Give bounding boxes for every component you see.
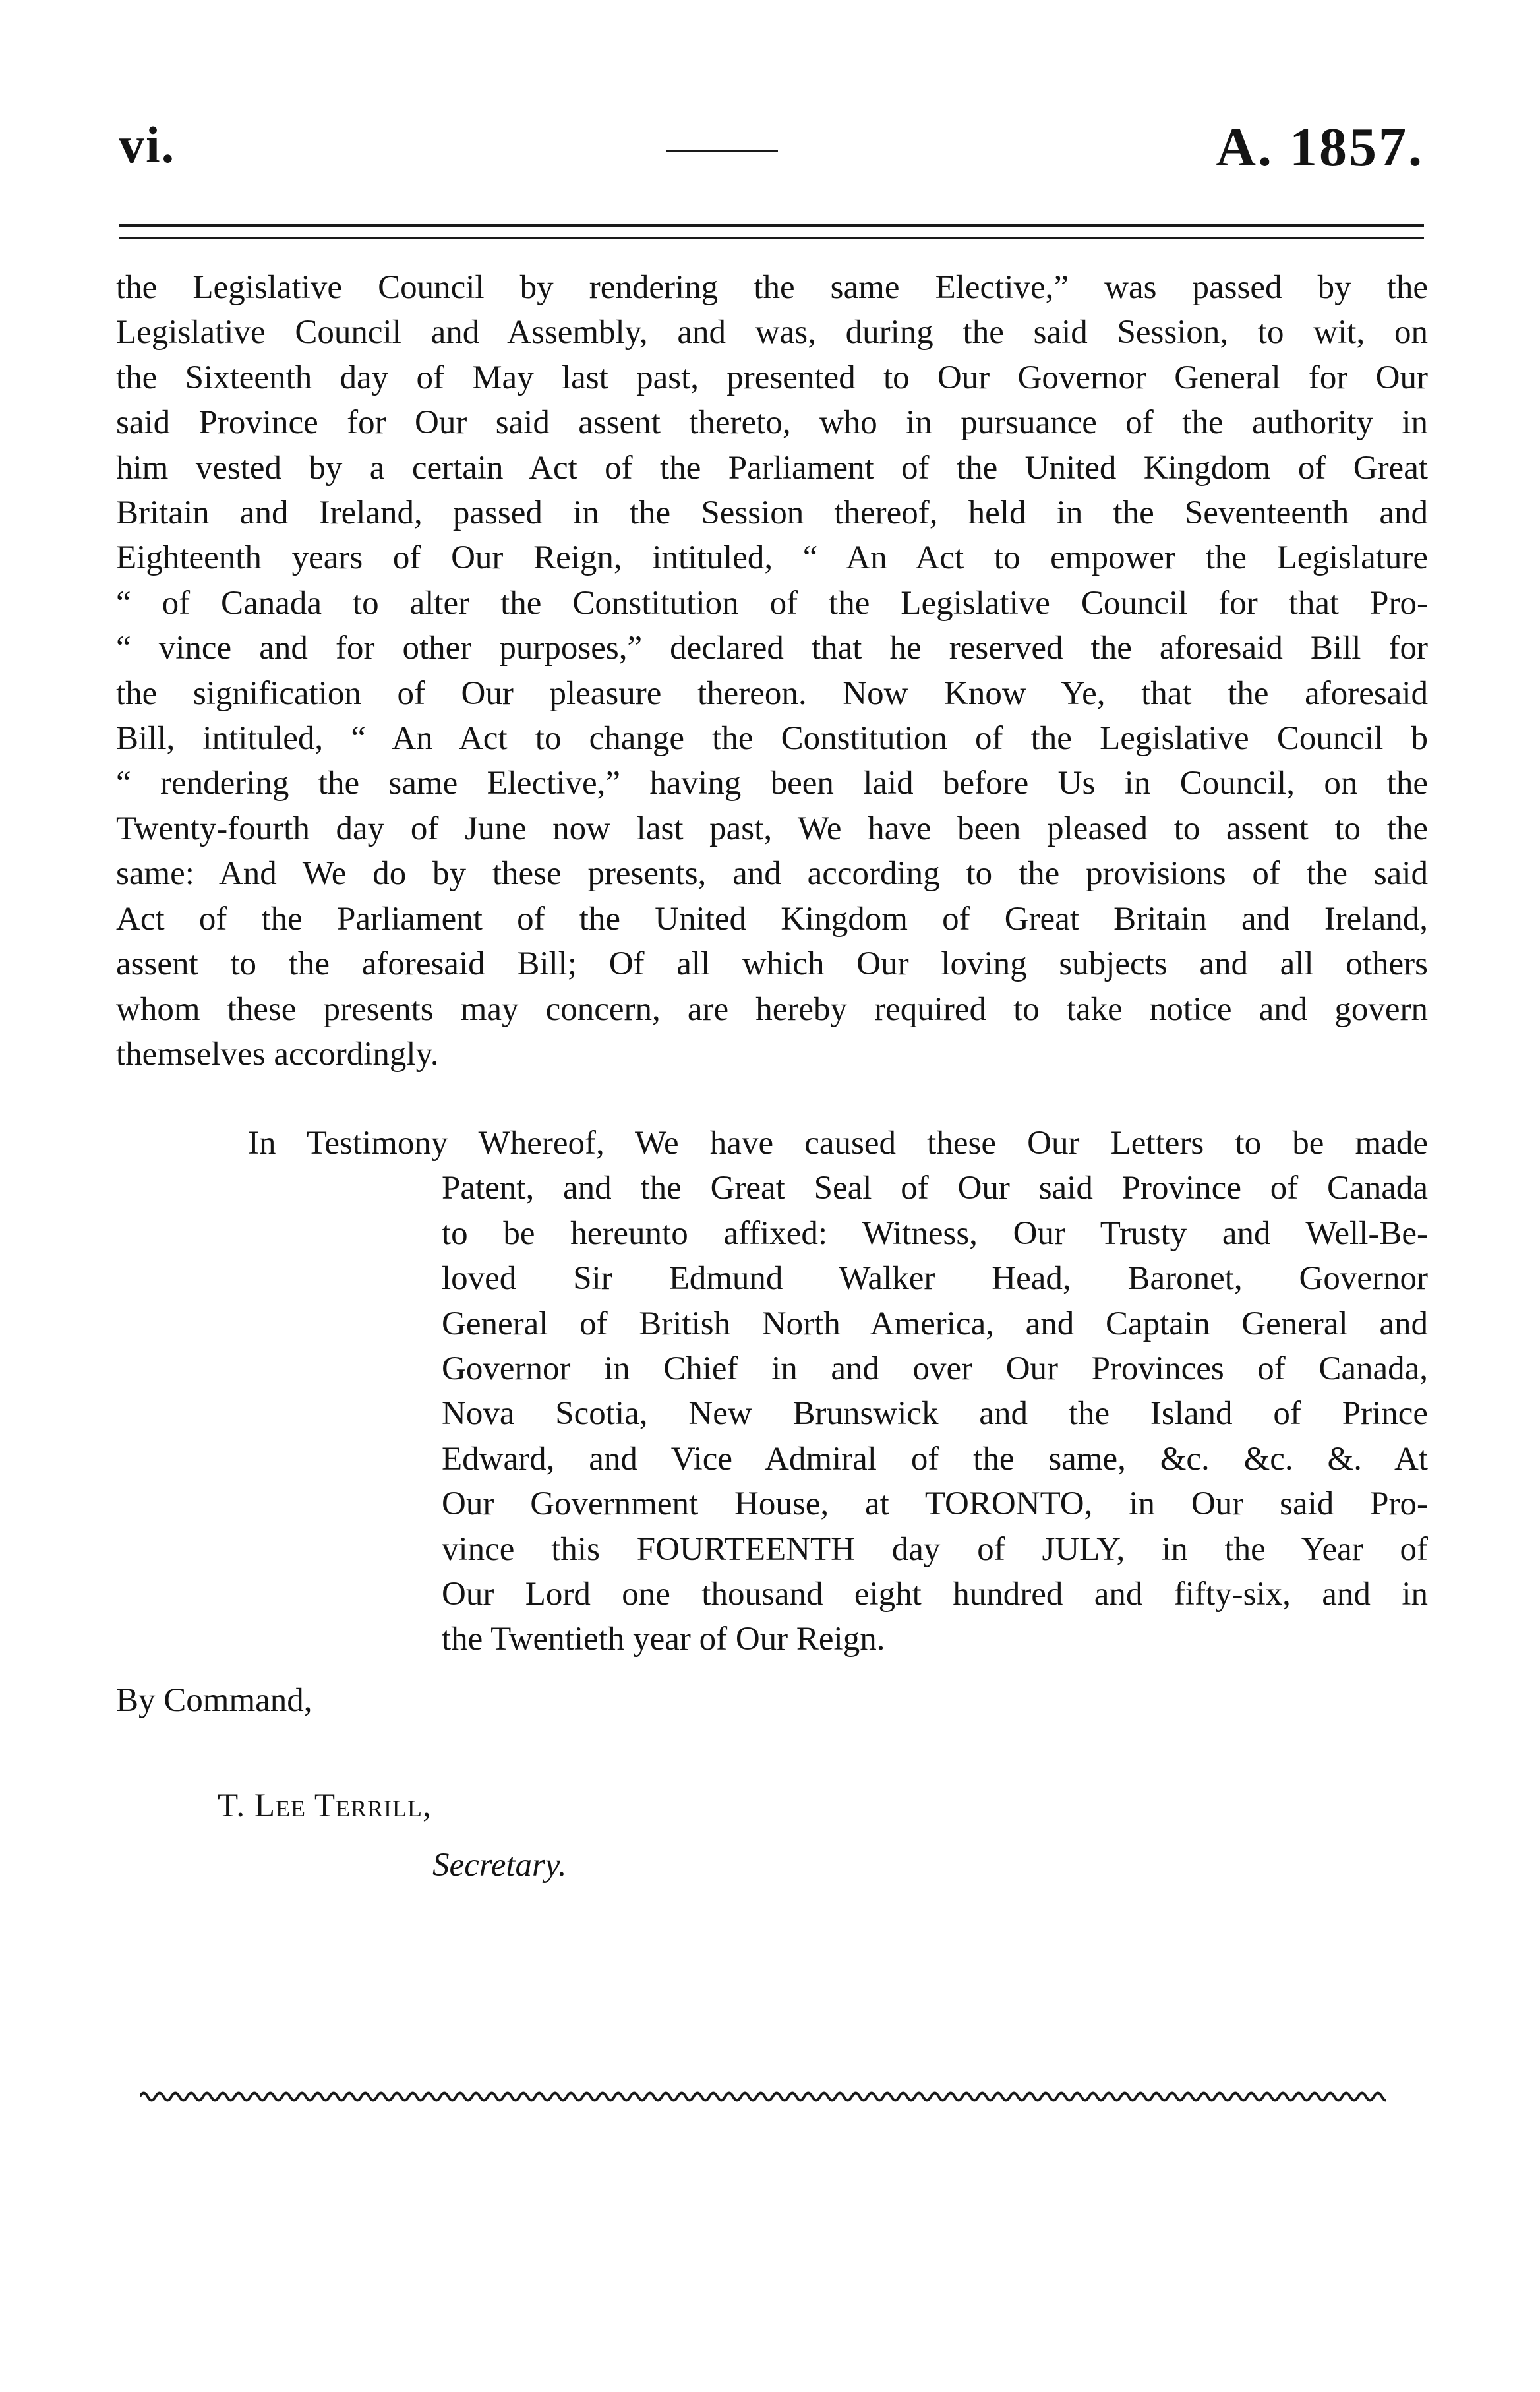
testimony-line: Our Lord one thousand eight hundred and fifty-six, and in	[442, 1576, 1428, 1613]
testimony-line: General of British North America, and Captain General and	[442, 1305, 1428, 1342]
testimony-line: Our Government House, at TORONTO, in Our said Pro-	[442, 1485, 1428, 1523]
testimony-line: the Twentieth year of Our Reign.	[442, 1621, 885, 1658]
page-year: A. 1857.	[1216, 117, 1424, 178]
page-header	[119, 115, 1424, 181]
body-line: Act of the Parliament of the United Kingdom of Great Britain and Ireland,	[116, 900, 1428, 938]
testimony-line: In Testimony Whereof, We have caused these Our Letters to be made	[248, 1125, 1428, 1162]
signatory-title: Secretary.	[432, 1847, 567, 1884]
body-line: Eighteenth years of Our Reign, intituled, “ An Act to empower the Legislature	[116, 539, 1428, 577]
header-double-rule	[119, 224, 1424, 239]
body-line: themselves accordingly.	[116, 1035, 439, 1073]
testimony-line: vince this FOURTEENTH day of JULY, in the Year of	[442, 1530, 1428, 1568]
page-number: vi.	[119, 116, 176, 173]
body-line: the Legislative Council by rendering the same Elective,” was passed by the	[116, 269, 1428, 306]
body-line: “ of Canada to alter the Constitution of the Legislative Council for that Pro-	[116, 584, 1428, 622]
body-line: same: And We do by these presents, and according to the provisions of the said	[116, 855, 1428, 893]
body-line: said Province for Our said assent thereto, who in pursuance of the authority in	[116, 404, 1428, 442]
testimony-line: Governor in Chief in and over Our Provinces of Canada,	[442, 1350, 1428, 1388]
by-command-line: By Command,	[116, 1682, 312, 1719]
testimony-line: Edward, and Vice Admiral of the same, &c. &c. &. At	[442, 1440, 1428, 1478]
testimony-line: Nova Scotia, New Brunswick and the Island of Prince	[442, 1395, 1428, 1433]
body-line: the signification of Our pleasure thereon. Now Know Ye, that the aforesaid	[116, 674, 1428, 712]
body-line: Twenty-fourth day of June now last past, We have been pleased to assent to the	[116, 810, 1428, 847]
testimony-line: to be hereunto affixed: Witness, Our Trusty and Well-Be-	[442, 1214, 1428, 1252]
signatory-name: T. Lee Terrill,	[218, 1787, 432, 1824]
body-line: Britain and Ireland, passed in the Session thereof, held in the Seventeenth and	[116, 494, 1428, 532]
decorative-wavy-rule	[140, 2087, 1386, 2107]
body-line: the Sixteenth day of May last past, presented to Our Governor General for Our	[116, 359, 1428, 396]
body-line: whom these presents may concern, are hereby required to take notice and govern	[116, 990, 1428, 1028]
body-line: Bill, intituled, “ An Act to change the Constitution of the Legislative Council b	[116, 720, 1428, 758]
header-dash	[666, 150, 778, 152]
body-paragraph	[116, 265, 1428, 1077]
body-line: Legislative Council and Assembly, and was, during the said Session, to wit, on	[116, 314, 1428, 351]
body-line: him vested by a certain Act of the Parliament of the United Kingdom of Great	[116, 449, 1428, 487]
testimony-line: loved Sir Edmund Walker Head, Baronet, Governor	[442, 1260, 1428, 1298]
body-line: assent to the aforesaid Bill; Of all which Our loving subjects and all others	[116, 945, 1428, 983]
testimony-paragraph	[116, 1121, 1428, 1662]
body-line: “ vince and for other purposes,” declared that he reserved the aforesaid Bill for	[116, 630, 1428, 667]
testimony-line: Patent, and the Great Seal of Our said Province of Canada	[442, 1170, 1428, 1207]
body-line: “ rendering the same Elective,” having been laid before Us in Council, on the	[116, 765, 1428, 802]
